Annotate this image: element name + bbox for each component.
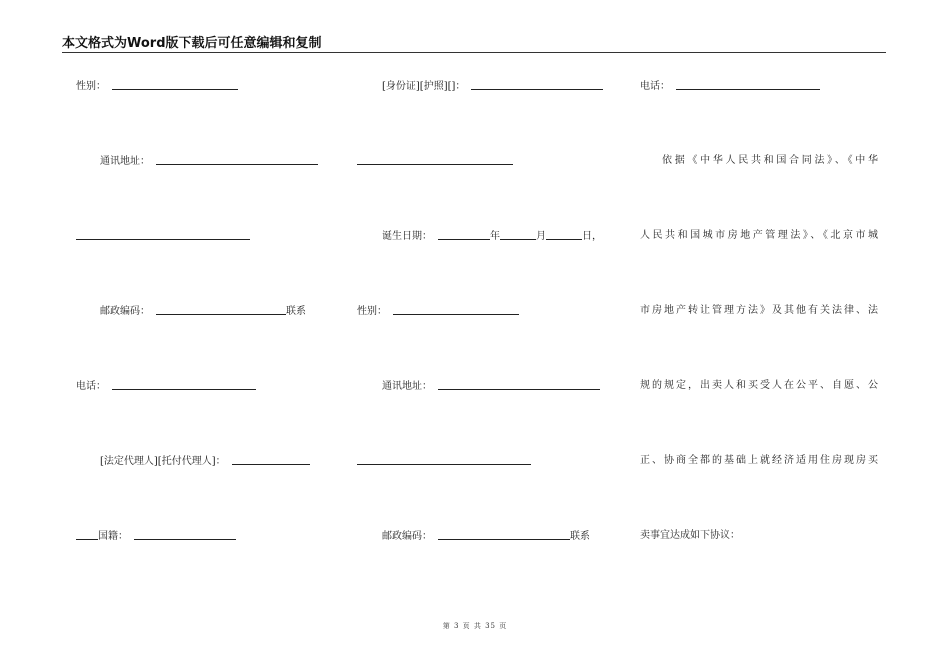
- col3-phone-label: 电话：: [640, 81, 670, 92]
- col1-phone-label: 电话：: [76, 381, 106, 392]
- col1-nationality-blank[interactable]: [134, 529, 236, 540]
- col2-id-blank[interactable]: [471, 79, 603, 90]
- col1-address-label: 通讯地址：: [100, 156, 150, 167]
- col2-gender-label: 性别：: [357, 306, 387, 317]
- col2-birth-label: 诞生日期：: [382, 231, 432, 242]
- col1-gender-blank[interactable]: [112, 79, 238, 90]
- col2-address-blank[interactable]: [438, 379, 600, 390]
- col1-contact-label: 联系: [286, 306, 306, 317]
- paragraph-line: 市房地产转让管理方法》及其他有关法律、法: [640, 305, 878, 316]
- paragraph-line: 卖事宜达成如下协议：: [640, 530, 740, 541]
- col1-agent-line: [100, 454, 310, 469]
- col2-id-label: [身份证][护照][]：: [382, 81, 466, 92]
- col1-postal-label: 邮政编码：: [100, 306, 150, 317]
- col2-postal-blank[interactable]: [438, 529, 570, 540]
- col1-agent-label: [法定代理人][托付代理人]：: [100, 456, 226, 467]
- col1-nationality-label: 国籍：: [98, 531, 128, 542]
- col2-address-line: [382, 379, 600, 394]
- paragraph-line: 正、协商全都的基础上就经济适用住房现房买: [640, 455, 878, 466]
- col2-birth-line: [382, 229, 602, 244]
- col2-postal-label: 邮政编码：: [382, 531, 432, 542]
- col1-agent-blank[interactable]: [232, 454, 310, 465]
- col1-address-blank[interactable]: [156, 154, 318, 165]
- paragraph-line: 人民共和国城市房地产管理法》、《北京市城: [640, 230, 878, 241]
- col2-gender-line: [357, 304, 519, 319]
- col1-phone-blank[interactable]: [112, 379, 256, 390]
- col1-gender-label: 性别：: [76, 81, 106, 92]
- col2-birth-day-blank[interactable]: [546, 229, 582, 240]
- col2-birth-year-blank[interactable]: [438, 229, 490, 240]
- col2-postal-line: [382, 529, 590, 544]
- col2-agent-address-blank[interactable]: [357, 154, 513, 165]
- col1-postal-line: [100, 304, 306, 319]
- col2-id-line: [382, 79, 603, 94]
- paragraph-line: 规的规定，出卖人和买受人在公平、自愿、公: [640, 380, 878, 391]
- col2-month-label: 月: [536, 231, 546, 242]
- col2-year-label: 年: [490, 231, 500, 242]
- col2-contact-label: 联系: [570, 531, 590, 542]
- col3-phone-blank[interactable]: [676, 79, 820, 90]
- col1-address-blank-2[interactable]: [76, 229, 250, 240]
- col2-birth-month-blank[interactable]: [500, 229, 536, 240]
- col1-address-line: [100, 154, 318, 169]
- document-header: 本文格式为Word版下载后可任意编辑和复制: [62, 36, 322, 51]
- col2-agent-address-line: [357, 154, 513, 169]
- col2-address-blank-2[interactable]: [357, 454, 531, 465]
- col2-address-label: 通讯地址：: [382, 381, 432, 392]
- col2-gender-blank[interactable]: [393, 304, 519, 315]
- paragraph-line: 依据《中华人民共和国合同法》、《中华: [662, 155, 878, 166]
- col1-phone-line: [76, 379, 256, 394]
- col2-day-label: 日，: [582, 231, 602, 242]
- col1-postal-blank[interactable]: [156, 304, 286, 315]
- col1-gender-line: [76, 79, 238, 94]
- col3-phone-line: [640, 79, 820, 94]
- header-rule: [62, 52, 886, 53]
- col1-nationality-prefix-blank[interactable]: [76, 529, 98, 540]
- page-number: 第 3 页 共 35 页: [442, 622, 508, 630]
- col1-address-continuation: [76, 229, 250, 244]
- col2-address-continuation: [357, 454, 531, 469]
- col1-nationality-line: [76, 529, 236, 544]
